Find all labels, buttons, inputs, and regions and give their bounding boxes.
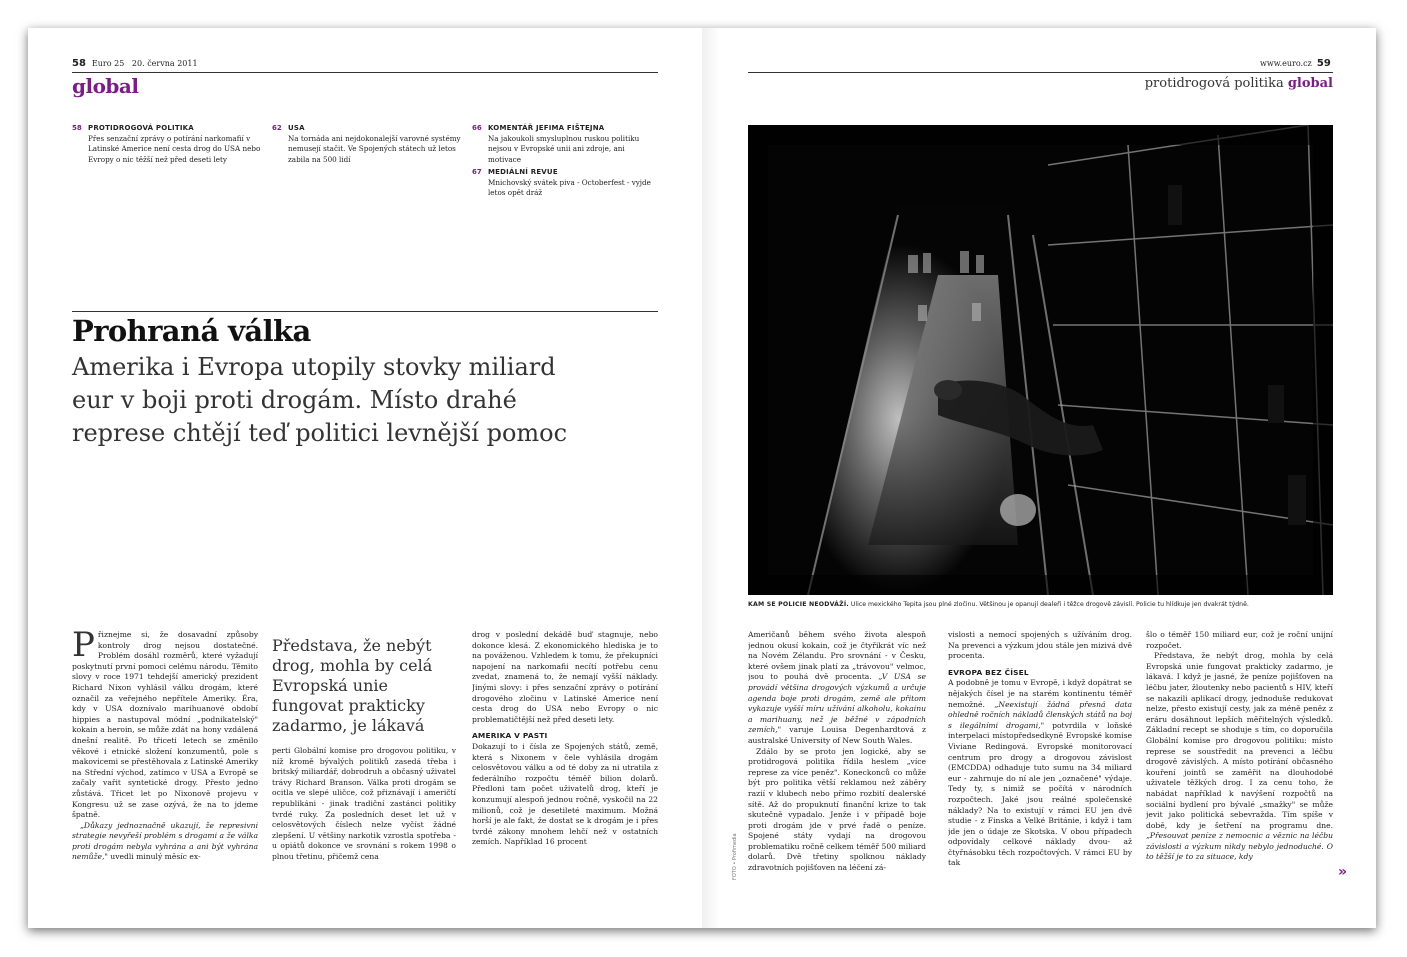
right-folio xyxy=(1260,58,1331,69)
body-column-3 xyxy=(472,630,658,902)
photo-illustration xyxy=(748,125,1333,595)
subheading: AMERIKA V PASTI xyxy=(472,731,548,741)
body-column-5 xyxy=(948,630,1132,902)
header-rule xyxy=(72,72,658,73)
body-column-2 xyxy=(272,746,456,904)
drop-cap: P xyxy=(72,630,95,665)
toc-text: Mnichovský svátek piva - Octoberfest - vyjde letos opět dráž xyxy=(488,177,651,197)
deck-line: Amerika i Evropa utopily stovky miliard xyxy=(72,353,556,381)
col2-paragraph: perti Globální komise pro drogovou politiku, v níž kromě bývalých politiků zasedá třeba i britský miliardář, dobrodruh a občasný uživatel trávy Richard Branson. Válka proti drogám se ocitla ve slepé uličce, což přiznávají i američtí republikáni - jinak tradiční zastánci politiky tvrdé ruky. Za posledních deset let už v celosvětových číslech nelze vyčíst žádné zlepšení. U většiny narkotik vzrostla spotřeba - u opiátů dokonce ve srovnání s rokem 1998 o plnou třetinu, přičemž cena xyxy=(272,746,456,861)
section-label: global xyxy=(1287,76,1333,91)
section-prefix: protidrogová politika xyxy=(1144,76,1284,91)
deck-line: eur v boji proti drogám. Místo drahé xyxy=(72,386,517,414)
section-header xyxy=(1128,76,1333,91)
toc-item[interactable] xyxy=(472,123,658,165)
toc-heading: MEDIÁLNÍ REVUE xyxy=(488,168,558,176)
photo-credit: FOTO • Profimedia xyxy=(732,833,738,880)
body-column-6 xyxy=(1146,630,1333,902)
col6-paragraph: šlo o téměř 150 miliard eur, což je roční unijní rozpočet. xyxy=(1146,630,1333,650)
col6-quote: „Přesouvat peníze z nemocnic a věznic na léčbu závislosti a výzkum nikdy nebylo jednoduché. O to těžší je to za situace, kdy xyxy=(1146,831,1333,862)
article-headline: Prohraná válka xyxy=(72,314,311,348)
col1-quote: „Důkazy jednoznačně ukazují, že represivní strategie nevyřeší problém s drogami a že válka proti drogám nebyla vyhrána a ani být vyhrána nemůže," xyxy=(72,820,258,862)
toc-heading: PROTIDROGOVÁ POLITIKA xyxy=(88,124,194,132)
col4-quote-rest: varuje Louisa Degenhardtová z australské University of New South Wales. xyxy=(748,725,926,745)
magazine-spread xyxy=(28,28,1376,928)
page-fold xyxy=(702,28,720,928)
col5-paragraph: vislosti a nemocí spojených s užíváním drog. Na prevenci a výzkum jdou stále jen mizivá dvě procenta. xyxy=(948,630,1132,661)
toc-item[interactable] xyxy=(72,123,262,165)
section-label: global xyxy=(72,74,139,98)
col4-quote: „V USA se provádí většina drogových výzkumů a určuje agenda boje proti drogám, země ale přitom vykazuje vyšší míru užívání alkoholu, kokainu a marihuany, než je běžné v západních zemích," xyxy=(748,672,926,735)
toc-page-number: 62 xyxy=(272,124,282,132)
toc-page-number: 67 xyxy=(472,168,482,176)
continue-arrow-icon[interactable]: » xyxy=(1338,864,1348,880)
caption-lead: KAM SE POLICIE NEODVÁŽÍ. xyxy=(748,601,849,608)
col4-paragraph: Američanů během svého života alespoň jednou okusí kokain, což je čtyřikrát víc než na Novém Zélandu. Pro srovnání - v Česku, které ovšem jinak platí za „trávovou" velmoc, jsou to pouhá dvě procenta. xyxy=(748,630,926,682)
toc-item[interactable] xyxy=(472,167,658,199)
headline-rule xyxy=(72,311,658,312)
pull-quote: Představa, že nebýt drog, mohla by celá Evropská unie fungovat prakticky zadarmo, je lákavá xyxy=(272,636,433,735)
page-number: 58 xyxy=(72,58,86,69)
toc-text: Na tornáda ani nejdokonalejší varovné systémy nemusejí stačit. Ve Spojených státech už letos zabila na 500 lidí xyxy=(288,133,461,164)
col6-paragraph: Představa, že nebýt drog, mohla by celá Evropská unie fungovat prakticky zadarmo, je lákavá. I když je jasné, že peníze pojišťoven na léčbu jater, žloutenky nebo pacientů s HIV, kteří se nakazili aplikací drogy, jednoduše redukovat nelze, přesto existují cesty, jak za méně peněz z eráru dosáhnout lepších měřitelných výsledků. Základní recept se shoduje s tím, co doporučila Globální komise pro drogovou politiku: místo represe se soustředit na prevenci a léčbu drogově závislých. A místo potírání občasného kouření jointů se zaměřit na dlouhodobé uživatele těžkých drog. I za cenu toho, že nabádat například k navýšení rozpočtů na sociální bydlení pro bývalé „smažky" se může jevit jako politická sebevražda. Tím spíše v době, kdy je šetření na programu dne. xyxy=(1146,651,1333,830)
website-url: www.euro.cz xyxy=(1260,59,1312,68)
issue-date: 20. června 2011 xyxy=(131,59,198,68)
header-rule xyxy=(748,72,1333,73)
deck-line: represe chtějí teď politici levnější pomoc xyxy=(72,419,568,447)
col4-paragraph: Zdálo by se proto jen logické, aby se protidrogová politika řídila heslem „více represe za více peněz". Koneckonců co může být pro politika větší reklamou než záběry razií v klubech nebo přímo rozbití dealerské sítě. Až do propuknutí finanční krize to tak skutečně vypadalo. Jenže i v případě boje proti drogám jde v prvé řadě o peníze. Spojené státy vydají na drogovou problematiku ročně celkem téměř 500 miliard dolarů. Dvě třetiny spolknou náklady zdravotních pojišťoven na léčení zá- xyxy=(748,746,926,873)
toc-page-number: 58 xyxy=(72,124,82,132)
left-folio xyxy=(72,58,198,69)
toc-heading: KOMENTÁŘ JEFIMA FIŠTEJNA xyxy=(488,124,605,132)
col1-quote-rest: uvedli minulý měsíc ex- xyxy=(107,852,201,862)
caption-text: Ulice mexického Tepita jsou plné zločinu. Většinou je opanují dealeři i těžce drogově závislí. Policie tu hlídkuje jen dvakrát týdně. xyxy=(848,601,1249,608)
body-column-1 xyxy=(72,630,258,902)
photo-caption xyxy=(748,601,1333,608)
page-number: 59 xyxy=(1316,58,1331,69)
publication-name: Euro 25 xyxy=(91,59,125,68)
article-photo xyxy=(748,125,1333,595)
col3-paragraph: drog v poslední dekádě buď stagnuje, nebo dokonce klesá. Z ekonomického hlediska je to na pováženou. Vzhledem k tomu, že překupníci napojení na narkomafii necítí potřebu cenu zvedat, znamená to, že nemají vyšší náklady. Jinými slovy: i přes senzační zprávy o potírání drogového zločinu v Latinské Americe není cesta drog do USA nebo Evropy o nic problematičtější než před deseti lety. xyxy=(472,630,658,724)
toc-page-number: 66 xyxy=(472,124,482,132)
body-column-4 xyxy=(748,630,926,902)
col5-paragraph: A podobně je tomu v Evropě, i když dopátrat se nějakých čísel je na starém kontinentu téměř nemožné. xyxy=(948,678,1132,709)
subheading: EVROPA BEZ ČÍSEL xyxy=(948,667,1029,677)
col5-quote: „Neexistují žádná přesná data ohledně ročních nákladů členských států na boj s ilegálními drogami," xyxy=(948,699,1132,730)
toc-text: Na jakoukoli smysluplnou ruskou politiku nejsou v Evropské unii ani zdroje, ani motivace xyxy=(488,133,640,164)
toc-text: Přes senzační zprávy o potírání narkomafií v Latinské Americe není cesta drog do USA nebo Evropy o nic těžší než před deseti lety xyxy=(88,133,261,164)
col5-quote-rest: potvrdila v loňské interpelaci místopředsedkyně Evropské komise Viviane Redingová. Evropské monitorovací centrum pro drogy a drogovou závislost (EMCDDA) odhaduje tuto sumu na 34 miliard eur - zahrnuje do ní ale jen „označené" výdaje. Tedy ty, s nimiž se počítá v národních rozpočtech. Jaké jsou reálné společenské náklady? Na to existují v rámci EU jen dvě studie - z Finska a Velké Británie, i když i tam jde jen o údaje ze Skotska. V obou případech odpovídaly celkové náklady dvou- až čtyřnásobku těch rozpočtových. V rámci EU by tak xyxy=(948,720,1132,868)
article-deck xyxy=(72,351,632,450)
toc-heading: USA xyxy=(288,124,305,132)
col1-paragraph: řiznejme si, že dosavadní způsoby kontroly drog nejsou dostatečné. Problém dosáhl rozměrů, které vyžadují poskytnutí první pomoci celému národu. Těmito slovy v roce 1971 tehdejší americký prezident Richard Nixon vyhlásil válku drogám, které označil za veřejného nepřítele Ameriky. Éra, kdy v USA doznívalo marihuanové období hippies a nastupoval módní „podnikatelský" kokain a heroin, se může zdát na hony vzdálená dnešní realitě. Po třiceti letech se změnilo věkové i etnické složení konzumentů, pole s makovicemi se přestěhovala z Latinské Ameriky na Střední východ, zatímco v USA a Evropě se začaly vařit syntetické drogy. Přesto jedno zůstává. Třicet let po Nixonově projevu v Kongresu už se zase ozývá, že na to jdeme špatně. xyxy=(72,630,258,820)
col3-paragraph: Dokazují to i čísla ze Spojených států, země, která s Nixonem v čele vyhlásila drogám celosvětovou válku a od té doby za ni utratila z federálního rozpočtu téměř bilion dolarů. Předloni tam počet uživatelů drog, kteří je konzumují alespoň jednou ročně, vyskočil na 22 milionů, což je desetileté maximum. Možná horší je ale fakt, že dostat se k drogám je i přes tvrdé zákony mnohem lehčí než v ostatních zemích. Například 16 procent xyxy=(472,741,658,847)
toc-item[interactable] xyxy=(272,123,462,165)
